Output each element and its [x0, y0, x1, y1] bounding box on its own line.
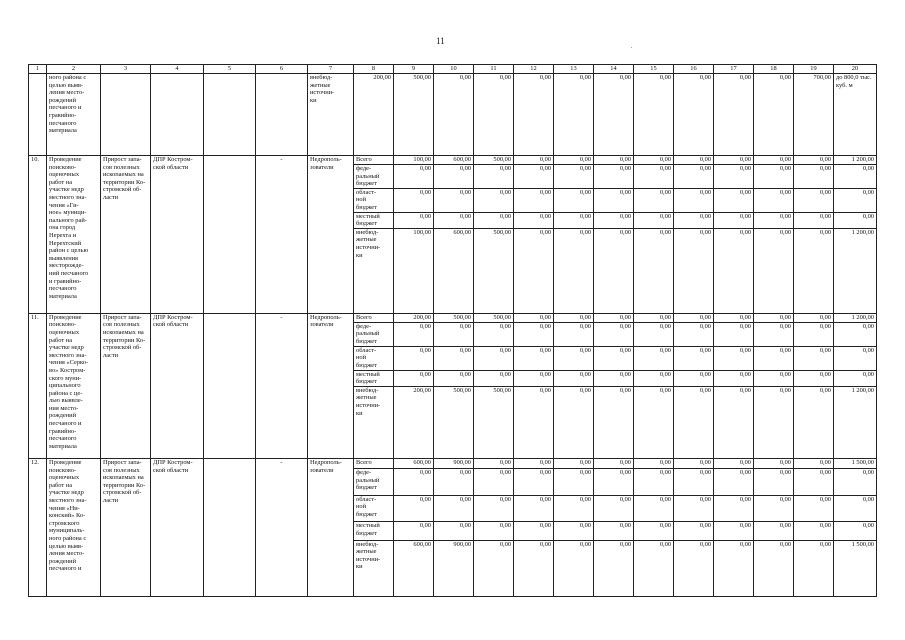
- amount: 0,00: [434, 188, 474, 212]
- total: 0,00: [834, 188, 877, 212]
- amount: 0,00: [794, 156, 834, 165]
- amount: 600,00: [434, 228, 474, 313]
- funding-source: феде- ральный бюджет: [354, 469, 394, 496]
- amount: 0,00: [474, 322, 514, 346]
- activity-goal: Прирост запа- сов полезных ископаемых на территории Ко- стромской об- ласти: [101, 156, 151, 314]
- amount: 0,00: [794, 212, 834, 228]
- amount: 0,00: [634, 540, 674, 596]
- column-number: 19: [794, 65, 834, 74]
- amount: 0,00: [394, 370, 434, 386]
- total: 1 200,00: [834, 156, 877, 165]
- total: 0,00: [834, 522, 877, 540]
- amount: 0,00: [634, 459, 674, 469]
- amount: 0,00: [594, 313, 634, 322]
- amount: 0,00: [674, 386, 714, 458]
- amount: 0,00: [714, 540, 754, 596]
- funding-source: феде- ральный бюджет: [354, 322, 394, 346]
- column-number: 16: [674, 65, 714, 74]
- amount: 0,00: [794, 228, 834, 313]
- amount: 0,00: [514, 469, 554, 496]
- amount: 0,00: [554, 495, 594, 522]
- amount: 0,00: [554, 459, 594, 469]
- total: 1 500,00: [834, 459, 877, 469]
- amount: 0,00: [714, 188, 754, 212]
- amount: 100,00: [394, 156, 434, 165]
- amount: 0,00: [514, 313, 554, 322]
- amount: 0,00: [754, 459, 794, 469]
- column-number: 18: [754, 65, 794, 74]
- amount: 0,00: [674, 540, 714, 596]
- amount: 0,00: [634, 386, 674, 458]
- amount: 0,00: [714, 386, 754, 458]
- amount: 0,00: [794, 522, 834, 540]
- column-number: 15: [634, 65, 674, 74]
- amount: 0,00: [754, 228, 794, 313]
- participants: Недрополь- зователи: [308, 156, 354, 314]
- funding-row: [29, 459, 877, 469]
- amount: 0,00: [794, 370, 834, 386]
- amount: 0,00: [754, 212, 794, 228]
- amount: 0,00: [674, 156, 714, 165]
- amount: 0,00: [594, 188, 634, 212]
- amount: 0,00: [434, 74, 474, 156]
- amount: 0,00: [474, 74, 514, 156]
- cell-empty: [101, 74, 151, 156]
- column-number: 20: [834, 65, 877, 74]
- column-number: 4: [151, 65, 204, 74]
- funding-source: внебюд- жетные источни- ки: [354, 540, 394, 596]
- amount: 0,00: [594, 346, 634, 370]
- amount: 0,00: [714, 346, 754, 370]
- cell-dash: -: [256, 313, 308, 458]
- amount: 0,00: [554, 386, 594, 458]
- amount: 0,00: [394, 346, 434, 370]
- amount: 0,00: [754, 165, 794, 189]
- amount: 500,00: [434, 313, 474, 322]
- activity-name: Проведение поисково- оценочных работ на участке недр местного зна- чения «Ни- конский» Ко- стромского муниципаль- ного района с целью выяв- ления место- рождений песчаного и: [47, 459, 101, 597]
- amount: 0,00: [554, 370, 594, 386]
- row-number: 12.: [29, 459, 47, 597]
- amount: 0,00: [714, 228, 754, 313]
- amount: 0,00: [674, 459, 714, 469]
- page-number: 11: [436, 36, 445, 46]
- amount: 0,00: [594, 156, 634, 165]
- amount: 0,00: [594, 469, 634, 496]
- total: 1 200,00: [834, 228, 877, 313]
- amount: 0,00: [714, 212, 754, 228]
- amount: 0,00: [554, 74, 594, 156]
- total: 0,00: [834, 165, 877, 189]
- cell-empty: [151, 74, 204, 156]
- funding-source: внебюд- жетные источни- ки: [308, 74, 354, 156]
- amount: 0,00: [554, 322, 594, 346]
- amount: 0,00: [594, 459, 634, 469]
- funding-source: внебюд- жетные источни- ки: [354, 386, 394, 458]
- amount: 0,00: [514, 459, 554, 469]
- funding-source: местный бюджет: [354, 370, 394, 386]
- amount: 0,00: [794, 346, 834, 370]
- amount: 0,00: [394, 212, 434, 228]
- amount: 0,00: [514, 212, 554, 228]
- amount: 0,00: [514, 540, 554, 596]
- amount: 0,00: [794, 540, 834, 596]
- amount: 0,00: [394, 165, 434, 189]
- amount: 0,00: [634, 188, 674, 212]
- amount: 0,00: [714, 74, 754, 156]
- amount: 0,00: [634, 322, 674, 346]
- amount: 0,00: [514, 165, 554, 189]
- amount: 0,00: [394, 495, 434, 522]
- cell-empty: [204, 74, 256, 156]
- amount: 0,00: [794, 322, 834, 346]
- amount: 0,00: [474, 165, 514, 189]
- amount: 0,00: [714, 156, 754, 165]
- amount: 500,00: [474, 156, 514, 165]
- amount: 500,00: [474, 228, 514, 313]
- amount: 0,00: [554, 469, 594, 496]
- column-number: 9: [394, 65, 434, 74]
- amount: 0,00: [714, 322, 754, 346]
- expected-result: до 800,0 тыс. куб. м: [834, 74, 877, 156]
- amount: 0,00: [714, 522, 754, 540]
- amount: 0,00: [714, 495, 754, 522]
- amount: 0,00: [514, 522, 554, 540]
- amount: 900,00: [434, 459, 474, 469]
- amount: 0,00: [674, 495, 714, 522]
- amount: 600,00: [394, 459, 434, 469]
- amount: 0,00: [554, 228, 594, 313]
- amount: 0,00: [514, 386, 554, 458]
- amount: 600,00: [434, 156, 474, 165]
- amount: 0,00: [674, 313, 714, 322]
- amount: 0,00: [674, 370, 714, 386]
- amount: 0,00: [794, 469, 834, 496]
- executor: ДПР Костром- ской области: [151, 156, 204, 314]
- amount: 0,00: [674, 228, 714, 313]
- amount: 0,00: [394, 188, 434, 212]
- amount: 0,00: [554, 156, 594, 165]
- amount: 0,00: [594, 228, 634, 313]
- amount: 0,00: [514, 156, 554, 165]
- total: 0,00: [834, 322, 877, 346]
- amount: 0,00: [474, 495, 514, 522]
- amount: 0,00: [634, 156, 674, 165]
- amount: 0,00: [754, 522, 794, 540]
- amount: 0,00: [594, 165, 634, 189]
- funding-source: внебюд- жетные источни- ки: [354, 228, 394, 313]
- total: 700,00: [794, 74, 834, 156]
- column-number: 7: [308, 65, 354, 74]
- amount: 0,00: [634, 346, 674, 370]
- amount: 0,00: [474, 212, 514, 228]
- column-number: 12: [514, 65, 554, 74]
- column-number: 10: [434, 65, 474, 74]
- cell-dash: -: [256, 156, 308, 314]
- amount: 0,00: [754, 313, 794, 322]
- amount: 500,00: [434, 386, 474, 458]
- amount: 0,00: [634, 228, 674, 313]
- amount: 0,00: [634, 165, 674, 189]
- amount: 0,00: [594, 212, 634, 228]
- amount: 0,00: [754, 495, 794, 522]
- amount: 0,00: [794, 313, 834, 322]
- total: 0,00: [834, 346, 877, 370]
- activity-name: Проведение поисково- оценочных работ на участке недр местного зна- чения «Ги- ное» муници- пального рай- она город Нерехта и Нерехтский район с целью выявления месторожде- ний песчаного и гравийно- песчаного материала: [47, 156, 101, 314]
- amount: 0,00: [594, 370, 634, 386]
- amount: 0,00: [434, 495, 474, 522]
- participants: Недрополь- зователи: [308, 313, 354, 458]
- cell-empty: [29, 74, 47, 156]
- column-number: 17: [714, 65, 754, 74]
- amount: 0,00: [554, 540, 594, 596]
- column-number: 3: [101, 65, 151, 74]
- amount: 0,00: [514, 322, 554, 346]
- cell-empty: [204, 156, 256, 314]
- column-number: 2: [47, 65, 101, 74]
- amount: 0,00: [434, 212, 474, 228]
- total: 0,00: [834, 495, 877, 522]
- total: 1 200,00: [834, 386, 877, 458]
- amount: 0,00: [754, 346, 794, 370]
- amount: 0,00: [554, 165, 594, 189]
- amount: 0,00: [714, 469, 754, 496]
- amount: 0,00: [634, 495, 674, 522]
- continuation-row: [29, 74, 877, 156]
- amount: 0,00: [754, 370, 794, 386]
- funding-source: област- ной бюджет: [354, 346, 394, 370]
- amount: 0,00: [714, 165, 754, 189]
- amount: 0,00: [634, 370, 674, 386]
- amount: 0,00: [474, 469, 514, 496]
- amount: 0,00: [434, 322, 474, 346]
- activity-goal: Прирост запа- сов полезных ископаемых на территории Ко- стромской об- ласти: [101, 313, 151, 458]
- cell-empty: [204, 313, 256, 458]
- amount: 0,00: [514, 74, 554, 156]
- amount: 0,00: [794, 495, 834, 522]
- funding-source: Всего: [354, 156, 394, 165]
- amount: 500,00: [474, 386, 514, 458]
- total: 1 200,00: [834, 313, 877, 322]
- amount: 0,00: [754, 322, 794, 346]
- amount: 0,00: [434, 370, 474, 386]
- amount: 0,00: [594, 522, 634, 540]
- amount: 0,00: [674, 322, 714, 346]
- amount: 0,00: [674, 346, 714, 370]
- funding-source: местный бюджет: [354, 522, 394, 540]
- activity-name: ного района с целью выяв- ления место- рождений песчаного и гравийно- песчаного материала: [47, 74, 101, 156]
- amount: 0,00: [634, 469, 674, 496]
- column-number: 6: [256, 65, 308, 74]
- column-number: 1: [29, 65, 47, 74]
- total: 0,00: [834, 212, 877, 228]
- amount: 0,00: [674, 165, 714, 189]
- column-number: 8: [354, 65, 394, 74]
- amount: 900,00: [434, 540, 474, 596]
- amount: 0,00: [394, 522, 434, 540]
- activity-name: Проведение поисково- оценочных работ на участке недр местного зна- чения «Серко- во» Костром- ского муни- ципального района с це- лью выявле- ния место- рождений песчаного и гравийно- песчаного материала: [47, 313, 101, 458]
- amount: 0,00: [474, 346, 514, 370]
- activity-goal: Прирост запа- сов полезных ископаемых на территории Ко- стромской об- ласти: [101, 459, 151, 597]
- executor: ДПР Костром- ской области: [151, 313, 204, 458]
- amount: 200,00: [394, 386, 434, 458]
- funding-source: област- ной бюджет: [354, 495, 394, 522]
- amount: 500,00: [394, 74, 434, 156]
- amount: 0,00: [554, 313, 594, 322]
- amount: 0,00: [394, 469, 434, 496]
- executor: ДПР Костром- ской области: [151, 459, 204, 597]
- funding-source: Всего: [354, 313, 394, 322]
- page-mark: .: [631, 44, 633, 50]
- amount: 0,00: [634, 212, 674, 228]
- amount: 0,00: [594, 386, 634, 458]
- amount: 0,00: [674, 212, 714, 228]
- total: 0,00: [834, 469, 877, 496]
- amount: 0,00: [714, 313, 754, 322]
- amount: 0,00: [514, 370, 554, 386]
- amount: 0,00: [514, 346, 554, 370]
- amount: 0,00: [514, 495, 554, 522]
- amount: 0,00: [794, 188, 834, 212]
- amount: 0,00: [594, 74, 634, 156]
- total: 1 500,00: [834, 540, 877, 596]
- funding-row: [29, 313, 877, 322]
- funding-source: феде- ральный бюджет: [354, 165, 394, 189]
- amount: 0,00: [754, 469, 794, 496]
- amount: 0,00: [474, 370, 514, 386]
- participants: Недрополь- зователи: [308, 459, 354, 597]
- amount: 0,00: [554, 522, 594, 540]
- amount: 0,00: [674, 469, 714, 496]
- amount: 0,00: [554, 212, 594, 228]
- amount: 0,00: [594, 495, 634, 522]
- amount: 0,00: [754, 156, 794, 165]
- amount: 0,00: [634, 313, 674, 322]
- amount: 0,00: [394, 322, 434, 346]
- amount: 0,00: [634, 74, 674, 156]
- row-number: 10.: [29, 156, 47, 314]
- amount: 0,00: [434, 346, 474, 370]
- amount: 0,00: [594, 322, 634, 346]
- amount: 0,00: [554, 346, 594, 370]
- program-table: [28, 64, 877, 597]
- column-number: 5: [204, 65, 256, 74]
- amount: 0,00: [514, 188, 554, 212]
- amount: 200,00: [394, 313, 434, 322]
- column-number: 14: [594, 65, 634, 74]
- amount: 0,00: [594, 540, 634, 596]
- amount: 0,00: [634, 522, 674, 540]
- amount: 200,00: [354, 74, 394, 156]
- amount: 500,00: [474, 313, 514, 322]
- amount: 0,00: [714, 370, 754, 386]
- amount: 600,00: [394, 540, 434, 596]
- amount: 0,00: [754, 386, 794, 458]
- amount: 0,00: [474, 459, 514, 469]
- amount: 0,00: [474, 188, 514, 212]
- amount: 0,00: [434, 469, 474, 496]
- amount: 0,00: [794, 386, 834, 458]
- amount: 0,00: [674, 522, 714, 540]
- funding-source: област- ной бюджет: [354, 188, 394, 212]
- column-number: 13: [554, 65, 594, 74]
- amount: 0,00: [754, 188, 794, 212]
- cell-dash: -: [256, 459, 308, 597]
- amount: 100,00: [394, 228, 434, 313]
- amount: 0,00: [554, 188, 594, 212]
- funding-source: местный бюджет: [354, 212, 394, 228]
- column-number: 11: [474, 65, 514, 74]
- row-number: 11.: [29, 313, 47, 458]
- amount: 0,00: [674, 74, 714, 156]
- amount: 0,00: [714, 459, 754, 469]
- amount: 0,00: [474, 540, 514, 596]
- amount: 0,00: [514, 228, 554, 313]
- funding-row: [29, 156, 877, 165]
- funding-source: Всего: [354, 459, 394, 469]
- amount: 0,00: [434, 165, 474, 189]
- amount: 0,00: [754, 74, 794, 156]
- amount: 0,00: [474, 522, 514, 540]
- amount: 0,00: [434, 522, 474, 540]
- amount: 0,00: [754, 540, 794, 596]
- amount: 0,00: [674, 188, 714, 212]
- cell-empty: [204, 459, 256, 597]
- cell-empty: [256, 74, 308, 156]
- total: 0,00: [834, 370, 877, 386]
- header-row: [29, 65, 877, 74]
- amount: 0,00: [794, 165, 834, 189]
- amount: 0,00: [794, 459, 834, 469]
